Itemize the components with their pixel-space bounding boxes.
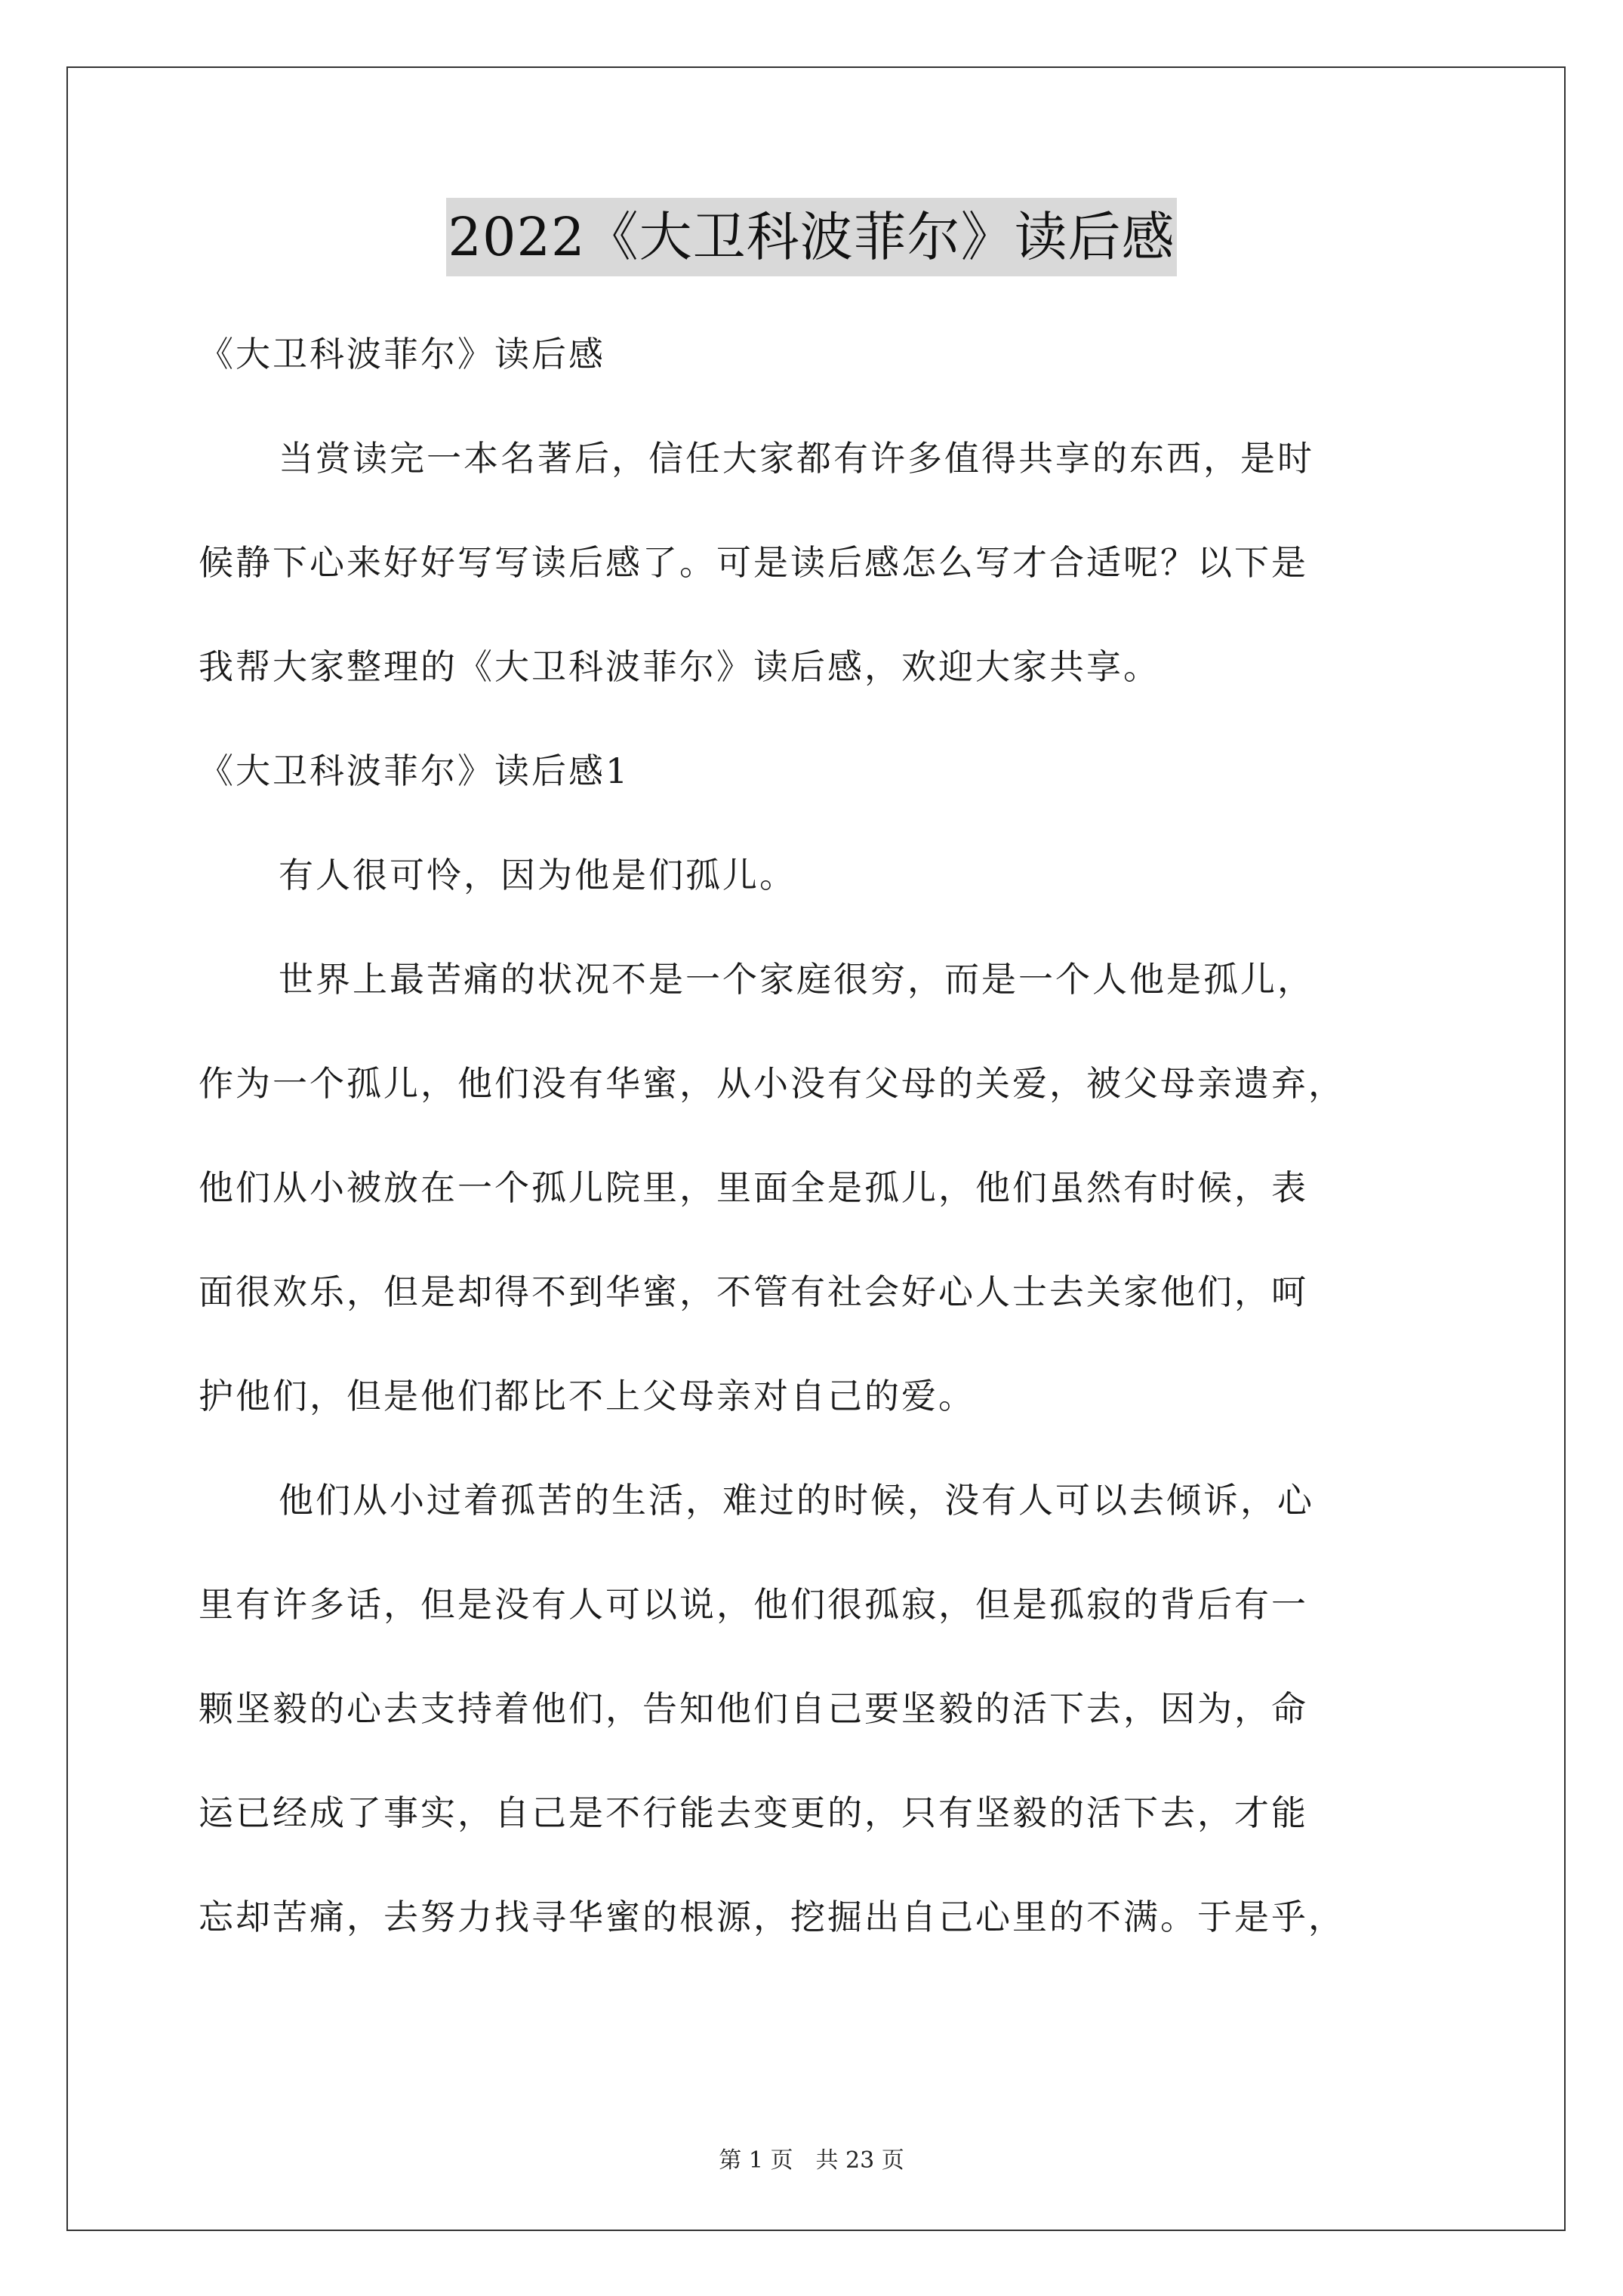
paragraph-line: 忘却苦痛，去努力找寻华蜜的根源，挖掘出自己心里的不满。于是乎， [199,1897,1345,1937]
paragraph-line: 他们从小被放在一个孤儿院里，里面全是孤儿，他们虽然有时候，表 [199,1167,1308,1208]
paragraph-line: 当赏读完一本名著后，信任大家都有许多值得共享的东西，是时 [279,438,1314,479]
paragraph-line: 我帮大家整理的《大卫科波菲尔》读后感，欢迎大家共享。 [199,646,1160,687]
paragraph-line: 护他们，但是他们都比不上父母亲对自己的爱。 [199,1376,975,1416]
paragraph-line: 他们从小过着孤苦的生活，难过的时候，没有人可以去倾诉，心 [279,1480,1314,1521]
paragraph-line: 有人很可怜，因为他是们孤儿。 [279,855,796,895]
section-heading: 《大卫科波菲尔》读后感1 [199,750,630,791]
paragraph-line: 颗坚毅的心去支持着他们，告知他们自己要坚毅的活下去，因为，命 [199,1688,1308,1729]
paragraph-line: 运已经成了事实，自己是不行能去变更的，只有坚毅的活下去，才能 [199,1792,1308,1833]
title-container [0,198,1623,276]
paragraph-line: 面很欢乐，但是却得不到华蜜，不管有社会好心人士去关家他们，呵 [199,1271,1308,1312]
document-body [199,302,1474,1969]
section-heading: 《大卫科波菲尔》读后感 [199,334,605,374]
page-number-footer: 第 1 页 共 23 页 [719,2147,904,2174]
paragraph-line: 候静下心来好好写写读后感了。可是读后感怎么写才合适呢？以下是 [199,542,1308,583]
paragraph-line: 作为一个孤儿，他们没有华蜜，从小没有父母的关爱，被父母亲遗弃， [199,1063,1345,1104]
paragraph-line: 世界上最苦痛的状况不是一个家庭很穷，而是一个人他是孤儿， [279,959,1314,1000]
paragraph-line: 里有许多话，但是没有人可以说，他们很孤寂，但是孤寂的背后有一 [199,1584,1308,1625]
document-title: 2022《大卫科波菲尔》读后感 [446,198,1176,276]
